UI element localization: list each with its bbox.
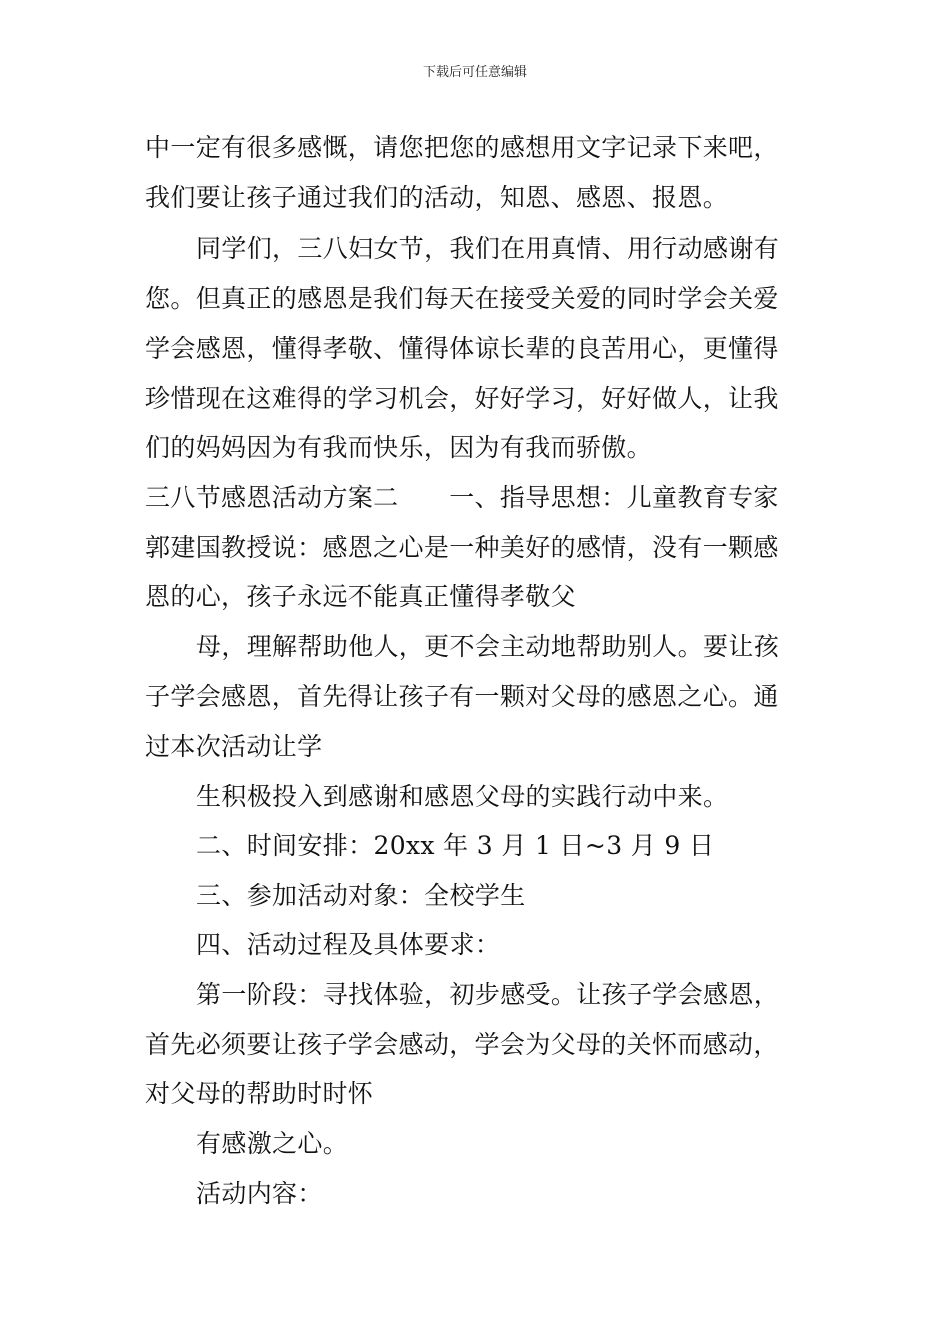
- text-line: 三八节感恩活动方案二 一、指导思想：儿童教育专家: [145, 483, 779, 512]
- text-line: 过本次活动让学: [145, 732, 323, 761]
- text-line: 郭建国教授说：感恩之心是一种美好的感情，没有一颗感: [145, 533, 779, 562]
- text-line: 们的妈妈因为有我而快乐，因为有我而骄傲。: [145, 433, 653, 462]
- text-line: 首先必须要让孩子学会感动，学会为父母的关怀而感动，: [145, 1030, 779, 1059]
- text-line: 母，理解帮助他人，更不会主动地帮助别人。要让孩: [196, 632, 780, 661]
- text-line: 对父母的帮助时时怀: [145, 1079, 374, 1108]
- text-line: 学会感恩，懂得孝敬、懂得体谅长辈的良苦用心，更懂得: [145, 334, 779, 363]
- text-line: 中一定有很多感慨，请您把您的感想用文字记录下来吧，: [145, 133, 779, 162]
- text-line: 第一阶段：寻找体验，初步感受。让孩子学会感恩，: [196, 980, 780, 1009]
- text-line: 二、时间安排：20xx 年 3 月 1 日~3 月 9 日: [196, 831, 715, 860]
- text-line: 同学们，三八妇女节，我们在用真情、用行动感谢有: [196, 234, 780, 263]
- text-line: 恩的心，孩子永远不能真正懂得孝敬父: [145, 582, 576, 611]
- text-line: 您。但真正的感恩是我们每天在接受关爱的同时学会关爱: [145, 284, 779, 313]
- text-line: 我们要让孩子通过我们的活动，知恩、感恩、报恩。: [145, 183, 729, 212]
- page-header: 下载后可任意编辑: [422, 65, 527, 80]
- text-line: 三、参加活动对象：全校学生: [196, 881, 526, 910]
- text-line: 珍惜现在这难得的学习机会，好好学习，好好做人，让我: [145, 384, 779, 413]
- text-line: 四、活动过程及具体要求：: [196, 930, 501, 959]
- text-line: 生积极投入到感谢和感恩父母的实践行动中来。: [196, 782, 729, 811]
- text-line: 有感激之心。: [196, 1129, 349, 1158]
- text-line: 活动内容：: [196, 1179, 323, 1208]
- text-line: 子学会感恩，首先得让孩子有一颗对父母的感恩之心。通: [145, 682, 779, 711]
